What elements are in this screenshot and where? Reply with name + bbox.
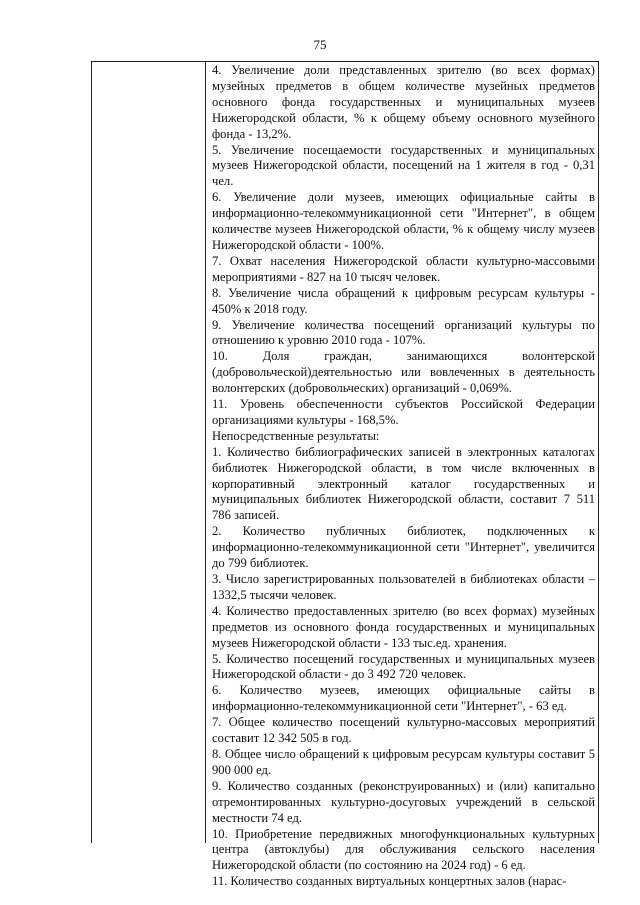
result-item: 2. Количество публичных библиотек, подключенных к информационно-телекоммуникационной сети "Интернет", увеличится до 799 библиотек. bbox=[212, 524, 595, 571]
indicator-table bbox=[91, 61, 599, 889]
indicator-item: 10. Доля граждан, занимающихся волонтерской (добровольческой)деятельностью или вовлеченных в деятельность волонтерских (добровольческих) организаций - 0,069%. bbox=[212, 349, 595, 396]
indicator-item: 6. Увеличение доли музеев, имеющих официальные сайты в информационно-телекоммуникационной сети "Интернет", в общем количестве музеев Нижегородской области, % к общему числу музеев Нижегородской области - 100%. bbox=[212, 190, 595, 252]
indicator-item: 8. Увеличение числа обращений к цифровым ресурсам культуры - 450% к 2018 году. bbox=[212, 285, 595, 316]
page-number: 75 bbox=[313, 37, 327, 52]
indicator-item: 5. Увеличение посещаемости государственных и муниципальных музеев Нижегородской области, посещений на 1 жителя в год - 0,31 чел. bbox=[212, 142, 595, 189]
table-left-cell bbox=[92, 62, 206, 843]
result-item: 5. Количество посещений государственных и муниципальных музеев Нижегородской области - до 3 492 720 человек. bbox=[212, 651, 595, 682]
result-item: 9. Количество созданных (реконструированных) и (или) капитально отремонтированных культурно-досуговых учреждений в сельской местности 74 ед. bbox=[212, 778, 595, 825]
indicator-item: 4. Увеличение доли представленных зрителю (во всех формах) музейных предметов в общем количестве музейных предметов основного фонда государственных и муниципальных музеев Нижегородской области, % к общему объему основного музейного фонда - 13,2%. bbox=[212, 63, 595, 141]
table-right-cell bbox=[206, 62, 598, 889]
result-item: 11. Количество созданных виртуальных концертных залов (нарас- bbox=[212, 874, 567, 889]
result-item: 8. Общее число обращений к цифровым ресурсам культуры составит 5 900 000 ед. bbox=[212, 746, 595, 777]
result-item: 4. Количество предоставленных зрителю (во всех формах) музейных предметов из основного фонда государственных и муниципальных музеев Нижегородской области - 133 тыс.ед. хранения. bbox=[212, 603, 595, 650]
result-item: 1. Количество библиографических записей в электронных каталогах библиотек Нижегородской области, в том числе включенных в корпоративный электронный каталог государственных и муниципальных библиотек Нижегородской области, составит 7 511 786 записей. bbox=[212, 444, 595, 523]
result-item: 7. Общее количество посещений культурно-массовых мероприятий составит 12 342 505 в год. bbox=[212, 715, 595, 746]
result-item: 3. Число зарегистрированных пользователей в библиотеках области – 1332,5 тысячи человек. bbox=[212, 572, 595, 602]
result-item: 6. Количество музеев, имеющих официальные сайты в информационно-телекоммуникационной сети "Интернет", - 63 ед. bbox=[212, 683, 595, 714]
indicator-item: 9. Увеличение количества посещений организаций культуры по отношению к уровню 2010 года - 107%. bbox=[212, 317, 595, 348]
section-heading: Непосредственные результаты: bbox=[212, 428, 380, 443]
indicator-item: 7. Охват населения Нижегородской области культурно-массовыми мероприятиями - 827 на 10 тысяч человек. bbox=[212, 253, 595, 284]
indicator-item: 11. Уровень обеспеченности субъектов Российской Федерации организациями культуры - 168,5%. bbox=[212, 397, 595, 427]
result-item: 10. Приобретение передвижных многофункциональных культурных центра (автоклубы) для обслуживания сельского населения Нижегородской области (по состоянию на 2024 год) - 6 ед. bbox=[212, 826, 595, 873]
